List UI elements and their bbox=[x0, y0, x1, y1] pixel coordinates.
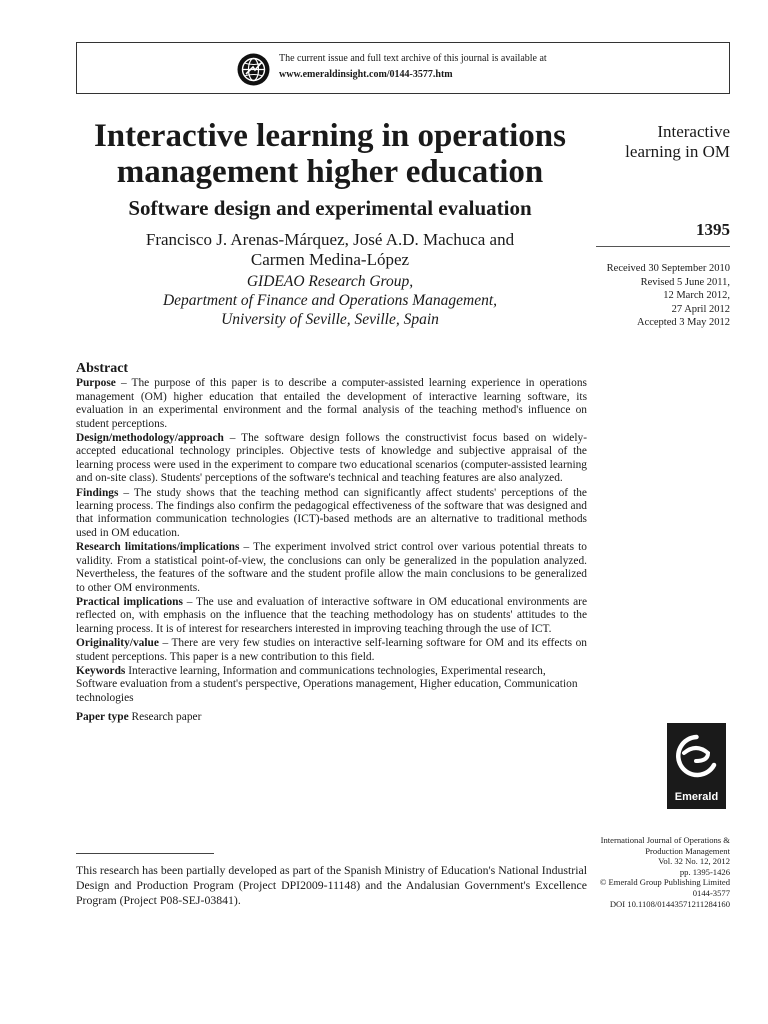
globe-icon bbox=[237, 53, 270, 86]
section-label: Keywords bbox=[76, 664, 126, 677]
section-text: Research paper bbox=[128, 711, 202, 724]
section-label: Practical implications bbox=[76, 595, 183, 608]
running-head-line: Interactive bbox=[657, 122, 730, 141]
abstract-practical bbox=[76, 596, 587, 636]
journal-url[interactable]: www.emeraldinsight.com/0144-3577.htm bbox=[279, 69, 453, 80]
affiliation bbox=[60, 272, 600, 329]
divider bbox=[596, 246, 730, 247]
section-text: – The study shows that the teaching method can significantly affect students' perceptions of the learning process. The findings also confirm the pedagogical effectiveness of the software that was designed and that information communication technologies (ICT)-based methods are an alternative to traditional methods used in OM education. bbox=[76, 486, 587, 539]
footnote: This research has been partially developed as part of the Spanish Ministry of Education's National Industrial Design and Production Program (Project DPI2009-11148) and the Andalusian Government's Excellence Program (Project P08-SEJ-03841). bbox=[76, 863, 587, 907]
section-text: – There are very few studies on interactive self-learning software for OM and its effects on student perceptions. This paper is a new contribution to this field. bbox=[76, 637, 587, 663]
logo-text: Emerald bbox=[674, 791, 719, 803]
running-head bbox=[596, 122, 730, 162]
section-label: Paper type bbox=[76, 711, 129, 724]
journal-info-line: 0144-3577 bbox=[692, 887, 730, 898]
section-label: Findings bbox=[76, 486, 119, 499]
paper-title: Interactive learning in operations management higher education bbox=[93, 118, 567, 190]
section-text: Interactive learning, Information and communications technologies, Experimental research, Software evaluation from a student's perspective, Operations management, Higher education, Communication technologies bbox=[76, 664, 578, 704]
journal-info-line: Vol. 32 No. 12, 2012 bbox=[658, 856, 730, 867]
abstract-originality bbox=[76, 637, 587, 664]
section-label: Design/methodology/approach bbox=[76, 432, 224, 445]
paper-subtitle: Software design and experimental evaluation bbox=[128, 196, 532, 220]
section-text: – The software design follows the constructivist focus based on widely-accepted educational technology principles. Objective tests of knowledge and subjective appraisal of the learning process were used in the experiment to compare two educational scenarios (computer-assisted learning and on-site class). Students' perceptions of the software's technical and teaching features are also analyzed. bbox=[76, 432, 587, 485]
running-head-line: learning in OM bbox=[625, 142, 730, 161]
date-line: 12 March 2012, bbox=[663, 290, 730, 302]
section-text: – The use and evaluation of interactive software in OM educational environments are reflected on, with emphasis on the influence that the teaching methodology has on students' attitudes to the learning process. It is of interest for researchers interested in improving teaching through the use of ICT. bbox=[76, 595, 587, 635]
journal-info-line: International Journal of Operations & bbox=[600, 835, 730, 845]
abstract bbox=[76, 362, 587, 726]
date-line: Accepted 3 May 2012 bbox=[636, 317, 730, 329]
journal-notice-box bbox=[76, 42, 730, 94]
section-text: – The purpose of this paper is to describe a computer-assisted learning experience in operations management (OM) higher education that entailed the development of interactive learning software, its evaluation in an experimental environment and the formal analysis of the teaching method's influence on student perceptions. bbox=[76, 377, 587, 430]
journal-info-line: Production Management bbox=[645, 845, 730, 856]
notice-text: The current issue and full text archive of this journal is available at bbox=[279, 53, 547, 64]
emerald-logo bbox=[667, 723, 726, 809]
journal-info bbox=[560, 835, 730, 909]
authors-line: Francisco J. Arenas-Márquez, José A.D. Machuca and bbox=[145, 230, 515, 249]
paper-type bbox=[76, 711, 587, 724]
affiliation-line: GIDEAO Research Group, bbox=[246, 273, 414, 290]
submission-dates bbox=[580, 262, 730, 330]
abstract-design bbox=[76, 432, 587, 486]
section-label: Research limitations/implications bbox=[76, 541, 240, 554]
affiliation-line: Department of Finance and Operations Management, bbox=[162, 292, 498, 309]
page-number: 1395 bbox=[696, 220, 730, 239]
journal-info-line: DOI 10.1108/01443571211284160 bbox=[609, 898, 730, 909]
journal-info-line: pp. 1395-1426 bbox=[679, 866, 730, 877]
authors-line: Carmen Medina-López bbox=[250, 250, 410, 269]
section-label: Purpose bbox=[76, 377, 116, 390]
date-line: 27 April 2012 bbox=[671, 303, 730, 315]
footnote-rule bbox=[76, 853, 214, 854]
affiliation-line: University of Seville, Seville, Spain bbox=[221, 311, 439, 328]
abstract-keywords bbox=[76, 665, 587, 705]
abstract-heading: Abstract bbox=[76, 361, 129, 376]
date-line: Received 30 September 2010 bbox=[606, 263, 730, 274]
journal-info-line: © Emerald Group Publishing Limited bbox=[599, 877, 730, 888]
section-text: – The experiment involved strict control over various potential threats to validity. From a statistical point-of-view, the conclusions can only be generalized in the population analyzed. Nevertheless, the features of the software and the student profile allow the main conclusions to be generalized to other OM environments. bbox=[76, 541, 587, 594]
abstract-findings bbox=[76, 487, 587, 541]
date-line: Revised 5 June 2011, bbox=[640, 276, 730, 288]
emerald-e-icon bbox=[667, 727, 726, 789]
abstract-limitations bbox=[76, 541, 587, 595]
abstract-purpose bbox=[76, 377, 587, 431]
authors bbox=[60, 230, 600, 270]
section-label: Originality/value bbox=[76, 637, 159, 650]
